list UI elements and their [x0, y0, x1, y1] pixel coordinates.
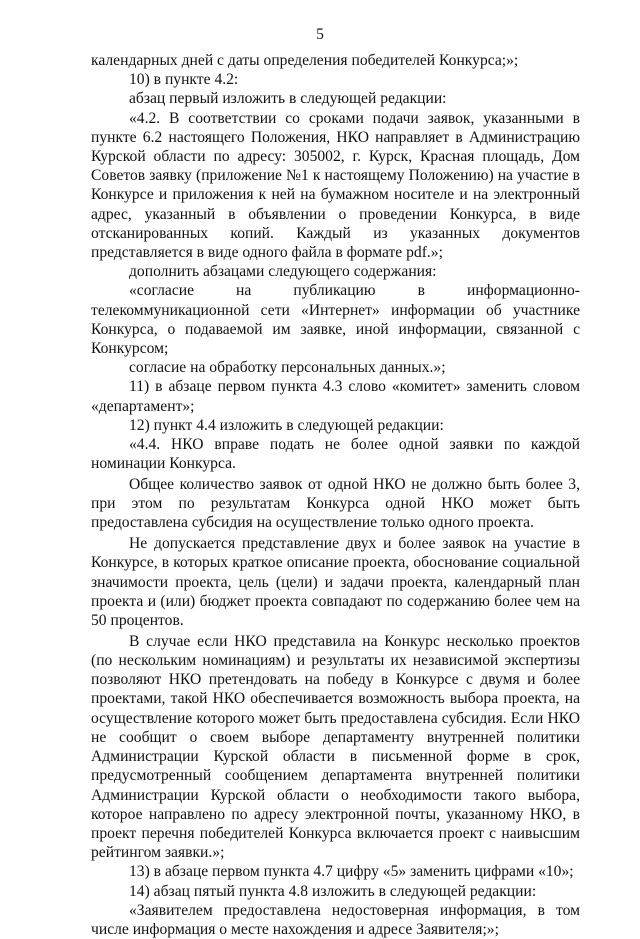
paragraph: «Заявителем предоставлена недостоверная информация, в том числе информация о месте нахождения и адресе Заявителя;»; — [91, 901, 580, 938]
paragraph: Не допускается представление двух и более заявок на участие в Конкурсе, в которых краткое описание проекта, обоснование социальной значимости проекта, цель (цели) и задачи проекта, календарный план проекта и (или) бюджет проекта совпадают по содержанию более чем на 50 процентов. — [91, 535, 580, 630]
paragraph: «4.4. НКО вправе подать не более одной заявки по каждой номинации Конкурса. — [91, 436, 580, 473]
paragraph: В случае если НКО представила на Конкурс несколько проектов (по нескольким номинациям) и результаты их независимой экспертизы позволяют НКО претендовать на победу в Конкурсе с двумя и более проектами, такой НКО обеспечивается возможность выбора проекта, на осуществление которого может быть предоставлена субсидия. Если НКО не сообщит о своем выборе департаменту внутренней политики Администрации Курской области в письменной форме в срок, предусмотренный сообщением департамента внутренней политики Администрации Курской области о необходимости такого выбора, которое направлено по адресу электронной почты, указанному НКО, в проект перечня победителей Конкурса включается проект с наивысшим рейтингом заявки.»; — [91, 632, 580, 862]
paragraph: дополнить абзацами следующего содержания: — [129, 263, 437, 281]
paragraph: 13) в абзаце первом пункта 4.7 цифру «5» заменить цифрами «10»; — [129, 863, 574, 881]
paragraph: абзац первый изложить в следующей редакции: — [129, 90, 447, 108]
paragraph: «4.2. В соответствии со сроками подачи заявок, указанными в пункте 6.2 настоящего Положения, НКО направляет в Администрацию Курской области по адресу: 305002, г. Курск, Красная площадь, Дом Советов заявку (приложение №1 к настоящему Положению) на участие в Конкурсе и приложения к ней на бумажном носителе и на электронный адрес, указанный в объявлении о проведении Конкурса, в виде отсканированных копий. Каждый из указанных документов представляется в виде одного файла в формате pdf.»; — [91, 109, 580, 262]
document-body — [91, 51, 580, 939]
paragraph: 12) пункт 4.4 изложить в следующей редакции: — [129, 416, 444, 434]
paragraph: согласие на обработку персональных данных.»; — [129, 359, 446, 377]
paragraph: календарных дней с даты определения победителей Конкурса;»; — [91, 52, 519, 69]
paragraph: Общее количество заявок от одной НКО не должно быть более 3, при этом по результатам Конкурса одной НКО может быть предоставлена субсидия на осуществление только одного проекта. — [91, 476, 580, 532]
paragraph: 10) в пункте 4.2: — [129, 71, 239, 89]
paragraph: «согласие на публикацию в информационно-телекоммуникационной сети «Интернет» информации об участнике Конкурса, о подаваемой им заявке, иной информации, связанной с Конкурсом; — [91, 282, 580, 358]
page-number: 5 — [316, 26, 324, 43]
paragraph: 11) в абзаце первом пункта 4.3 слово «комитет» заменить словом «департамент»; — [91, 378, 580, 415]
paragraph: 14) абзац пятый пункта 4.8 изложить в следующей редакции: — [129, 882, 537, 900]
